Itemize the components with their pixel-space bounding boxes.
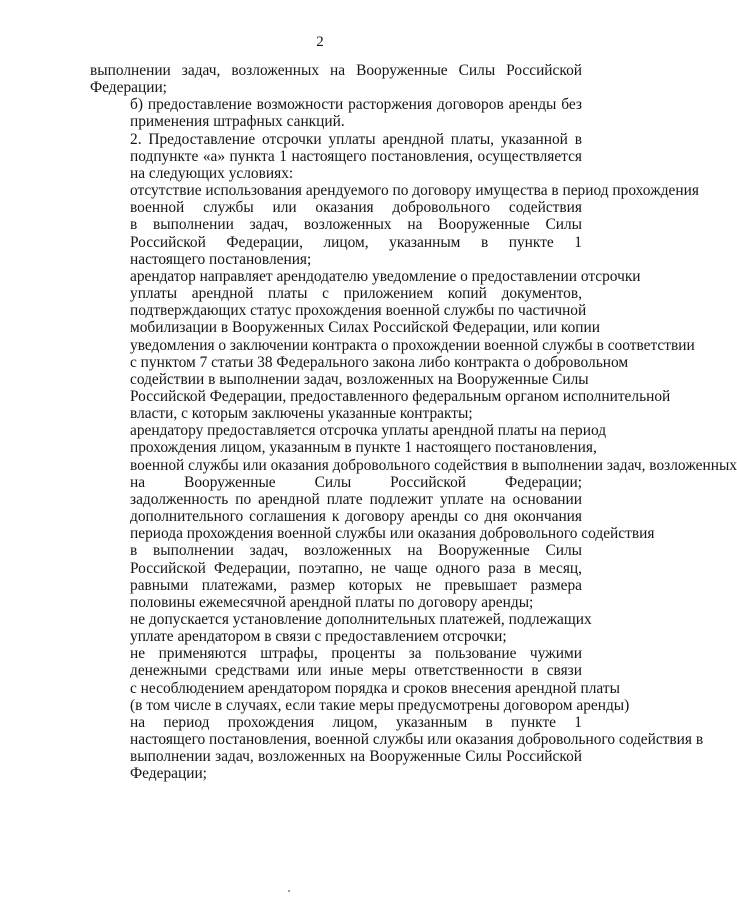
page-number: 2: [316, 34, 324, 50]
scan-artifact: [288, 890, 290, 892]
paragraph: выполнении задач, возложенных на Вооруженные Силы Российской Федерации;: [90, 62, 582, 97]
paragraph: отсутствие использования арендуемого по договору имущества в период прохождения военной службы или оказания добровольного содействия в выполнении задач, возложенных на Вооруженные Силы Российской Федерации, лицом, указанным в пункте 1 настоящего постановления;: [130, 182, 699, 268]
paragraph: не допускается установление дополнительных платежей, подлежащих уплате арендатором в связи с предоставлением отсрочки;: [130, 611, 592, 646]
paragraph: не применяются штрафы, проценты за пользование чужими денежными средствами или иные меры ответственности в связи с несоблюдением арендатором порядка и сроков внесения арендной платы (в том числе в случаях, если такие меры предусмотрены договором аренды) на период прохождения лицом, указанным в пункте 1 настоящего постановления, военной службы или оказания добровольного содействия в выполнении задач, возложенных на Вооруженные Силы Российской Федерации;: [130, 645, 704, 783]
paragraph: задолженность по арендной плате подлежит уплате на основании дополнительного соглашения к договору аренды со дня окончания периода прохождения военной службы или оказания добровольного содействия в выполнении задач, возложенных на Вооруженные Силы Российской Федерации, поэтапно, не чаще одного раза в месяц, равными платежами, размер которых не превышает размера половины ежемесячной арендной платы по договору аренды;: [130, 490, 655, 611]
paragraph: б) предоставление возможности расторжения договоров аренды без применения штрафных санкций.: [130, 96, 582, 131]
paragraph: 2. Предоставление отсрочки уплаты арендной платы, указанной в подпункте «а» пункта 1 настоящего постановления, осуществляется на следующих условиях:: [130, 130, 582, 182]
document-body: [90, 62, 737, 783]
paragraph: арендатор направляет арендодателю уведомление о предоставлении отсрочки уплаты арендной платы с приложением копий документов, подтверждающих статус прохождения военной службы по частичной мобилизации в Вооруженных Силах Российской Федерации, или копии уведомления о заключении контракта о прохождении военной службы в соответствии с пунктом 7 статьи 38 Федерального закона либо контракта о добровольном содействии в выполнении задач, возложенных на Вооруженные Силы Российской Федерации, предоставленного федеральным органом исполнительной власти, с которым заключены указанные контракты;: [130, 267, 695, 423]
paragraph: арендатору предоставляется отсрочка уплаты арендной платы на период прохождения лицом, указанным в пункте 1 настоящего постановления, военной службы или оказания добровольного содействия в выполнении задач, возложенных на Вооруженные Силы Российской Федерации;: [130, 422, 737, 491]
